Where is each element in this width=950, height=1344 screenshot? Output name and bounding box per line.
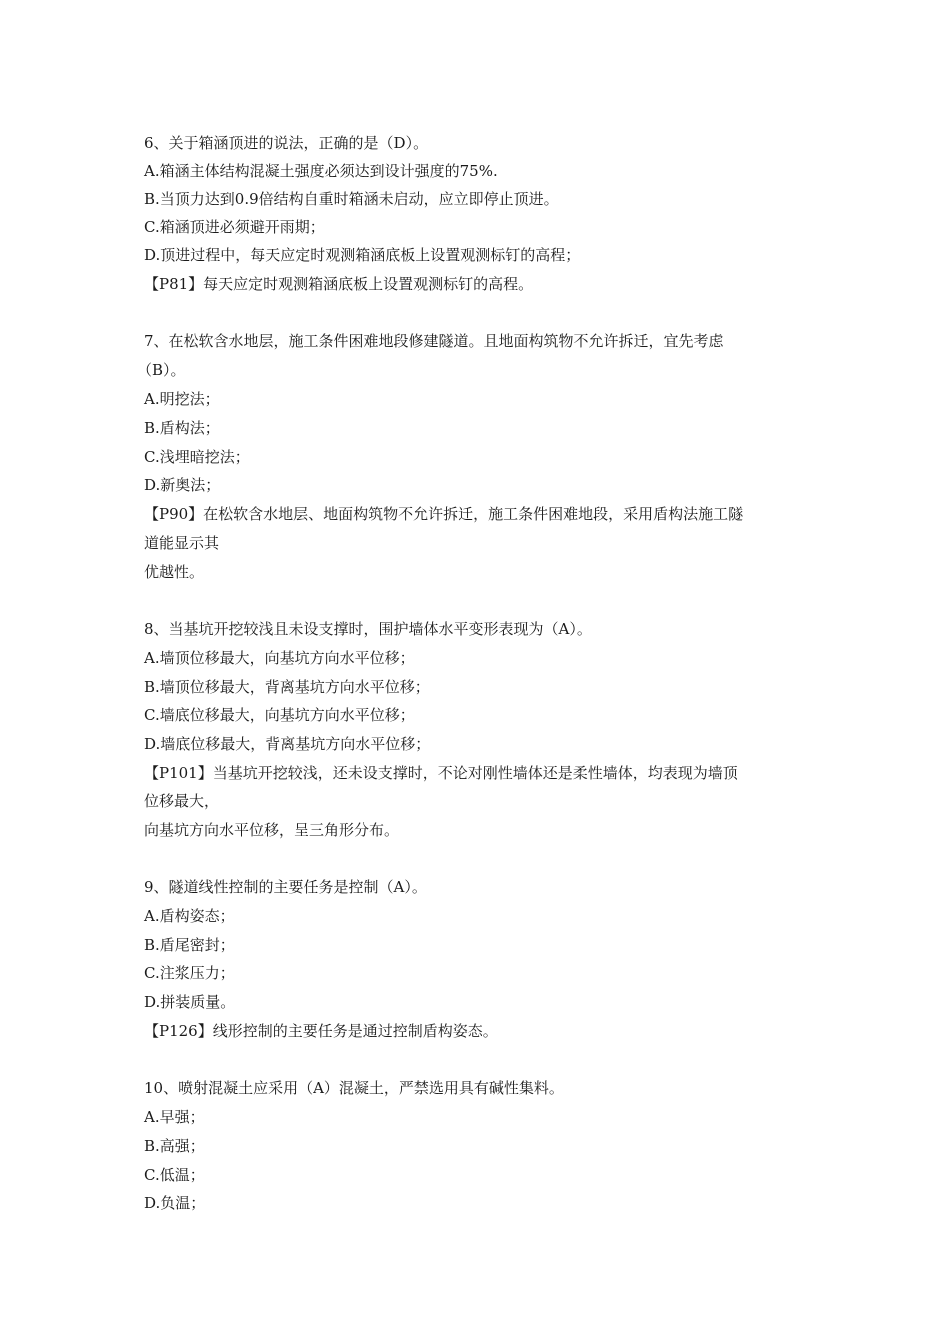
answer-note-line: 道能显示其 [144, 534, 220, 552]
option-a: A.墙顶位移最大，向基坑方向水平位移； [144, 649, 415, 667]
question-text: 10、喷射混凝土应采用（A）混凝土，严禁选用具有碱性集料。 [144, 1079, 564, 1097]
option-a: A.盾构姿态； [144, 907, 235, 925]
option-c: C.注浆压力； [144, 964, 235, 982]
option-b: B.高强； [144, 1137, 205, 1155]
option-b: B.盾尾密封； [144, 936, 235, 954]
option-c: C.墙底位移最大，向基坑方向水平位移； [144, 706, 415, 724]
question-text-continued: （B）。 [137, 361, 186, 379]
option-c: C.浅埋暗挖法； [144, 448, 250, 466]
question-text: 6、关于箱涵顶进的说法，正确的是（D）。 [144, 134, 429, 152]
option-d: D.新奥法； [144, 476, 221, 494]
answer-note: 【P81】每天应定时观测箱涵底板上设置观测标钉的高程。 [144, 275, 534, 293]
question-text: 7、在松软含水地层，施工条件困难地段修建隧道。且地面构筑物不允许拆迁，宜先考虑 [144, 332, 724, 350]
option-c: C.低温； [144, 1166, 205, 1184]
option-b: B.当顶力达到0.9倍结构自重时箱涵未启动，应立即停止顶进。 [144, 190, 559, 208]
answer-note: 【P90】在松软含水地层、地面构筑物不允许拆迁，施工条件困难地段，采用盾构法施工隧 [144, 505, 744, 523]
option-d: D.墙底位移最大，背离基坑方向水平位移； [144, 735, 431, 753]
answer-note: 【P101】当基坑开挖较浅，还未设支撑时，不论对刚性墙体还是柔性墙体，均表现为墙顶 [144, 764, 738, 782]
option-b: B.墙顶位移最大，背离基坑方向水平位移； [144, 678, 430, 696]
option-a: A.明挖法； [144, 390, 220, 408]
answer-note: 【P126】线形控制的主要任务是通过控制盾构姿态。 [144, 1022, 498, 1040]
question-text: 9、隧道线性控制的主要任务是控制（A）。 [144, 878, 427, 896]
option-a: A.箱涵主体结构混凝土强度必须达到设计强度的75%. [144, 162, 498, 180]
option-d: D.拼装质量。 [144, 993, 236, 1011]
option-d: D.负温； [144, 1194, 206, 1212]
option-c: C.箱涵顶进必须避开雨期； [144, 218, 325, 236]
question-text: 8、当基坑开挖较浅且未设支撑时，围护墙体水平变形表现为（A）。 [144, 620, 592, 638]
answer-note-line: 位移最大， [144, 792, 220, 810]
answer-note-line: 向基坑方向水平位移，呈三角形分布。 [144, 821, 400, 839]
option-a: A.早强； [144, 1108, 205, 1126]
answer-note-line: 优越性。 [144, 563, 205, 581]
option-b: B.盾构法； [144, 419, 220, 437]
option-d: D.顶进过程中，每天应定时观测箱涵底板上设置观测标钉的高程； [144, 246, 581, 264]
